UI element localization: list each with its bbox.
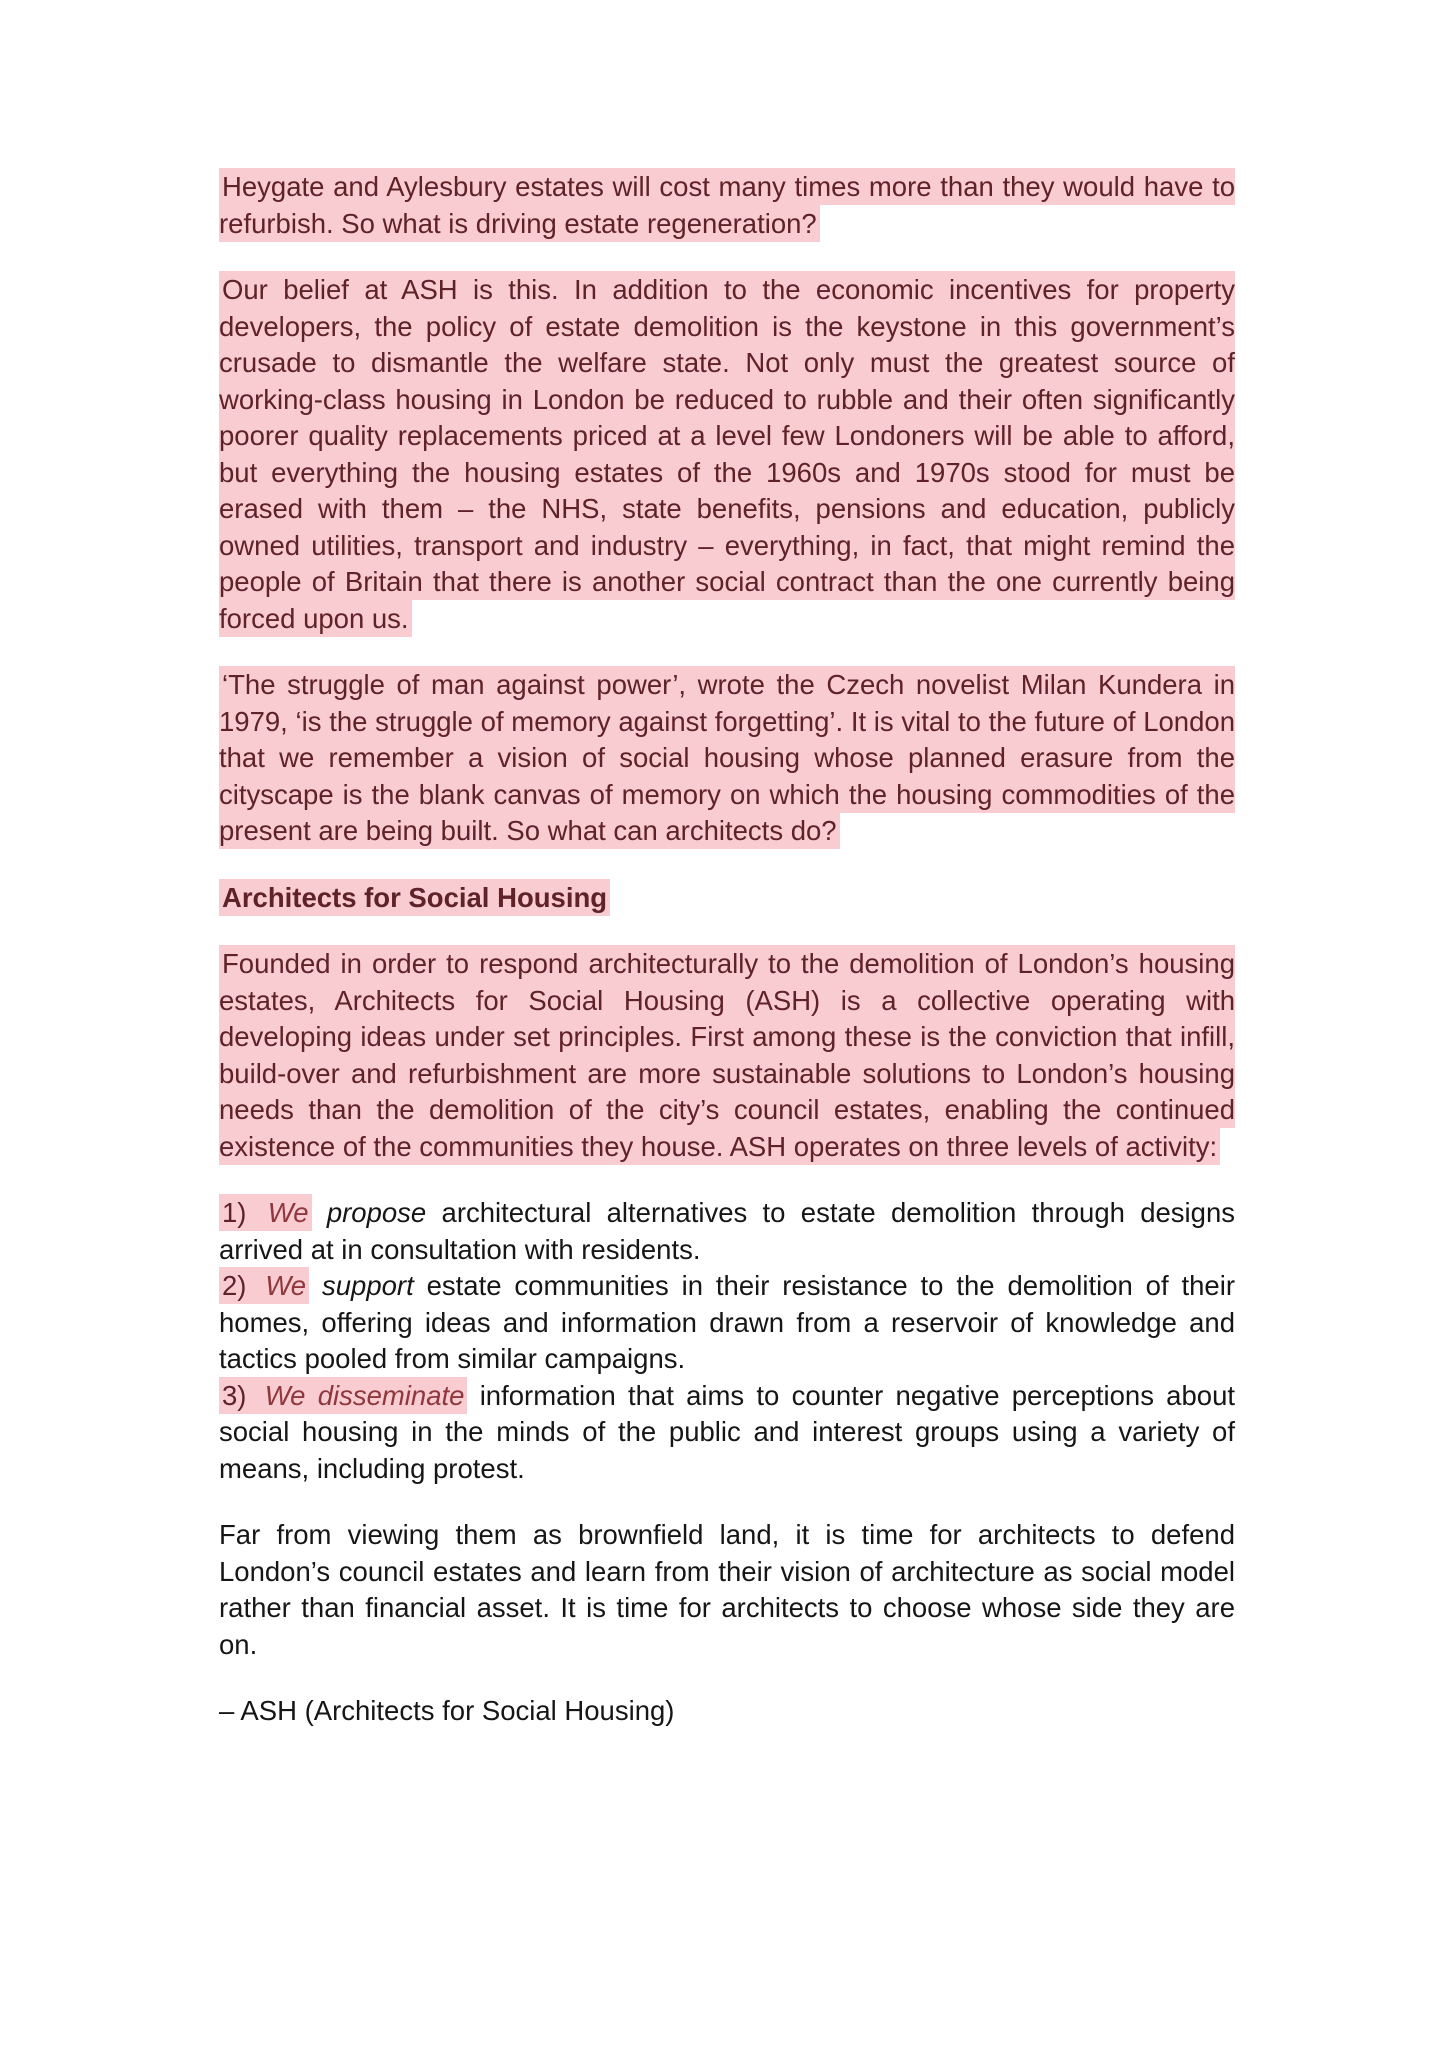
- section-heading-highlighted-text: Architects for Social Housing: [219, 879, 610, 916]
- activity-item-support-text: estate communities in their resistance to the demolition of their homes, offering ideas and information drawn from a reservoir of knowledge and tactics pooled from similar campaigns.: [219, 1270, 1235, 1374]
- activity-item-disseminate-highlighted-text: We disseminate: [262, 1377, 468, 1414]
- activity-item-propose-highlighted-text: 1): [219, 1194, 265, 1231]
- activity-item-disseminate-highlighted-text: 3): [219, 1377, 262, 1414]
- intro-paragraph: [219, 169, 1235, 242]
- closing-paragraph-text: Far from viewing them as brownfield land, it is time for architects to defend London’s council estates and learn from their vision of architecture as social model rather than financial asset. It is time for architects to choose whose side they are on.: [219, 1519, 1235, 1660]
- section-heading: [219, 880, 1235, 917]
- activity-item-support: [219, 1268, 1235, 1378]
- belief-paragraph: [219, 272, 1235, 637]
- attribution-line: [219, 1693, 1235, 1730]
- activity-item-support-highlighted-text: We: [262, 1267, 309, 1304]
- activity-item-support-highlighted-text: 2): [219, 1267, 262, 1304]
- activity-item-disseminate-text: information that aims to counter negative perceptions about social housing in the minds of the public and interest groups using a variety of means, including protest.: [219, 1379, 1236, 1484]
- activity-item-disseminate: [219, 1378, 1235, 1488]
- activity-item-propose-text: architectural alternatives to estate demolition through designs arrived at in consultation with residents.: [219, 1197, 1235, 1265]
- kundera-paragraph: [219, 667, 1235, 850]
- belief-paragraph-highlighted-text: Our belief at ASH is this. In addition to the economic incentives for property developers, the policy of estate demolition is the keystone in this government’s crusade to dismantle the welfare state. Not only must the greatest source of working-class housing in London be reduced to rubble and their often significantly poorer quality replacements priced at a level few Londoners will be able to afford, but everything the housing estates of the 1960s and 1970s stood for must be erased with them – the NHS, state benefits, pensions and education, publicly owned utilities, transport and industry – everything, in fact, that might remind the people of Britain that there is another social contract than the one currently being forced upon us.: [219, 271, 1235, 637]
- activity-item-propose-text: propose: [311, 1197, 427, 1228]
- kundera-paragraph-highlighted-text: ‘The struggle of man against power’, wrote the Czech novelist Milan Kundera in 1979, ‘is the struggle of memory against forgetting’. It is vital to the future of London that we remember a vision of social housing whose planned erasure from the cityscape is the blank canvas of memory on which the housing commodities of the present are being built. So what can architects do?: [219, 666, 1235, 849]
- attribution-line-text: – ASH (Architects for Social Housing): [219, 1695, 675, 1726]
- founded-paragraph: [219, 946, 1235, 1165]
- closing-paragraph: [219, 1517, 1235, 1663]
- activity-item-propose-highlighted-text: We: [265, 1194, 312, 1231]
- intro-paragraph-highlighted-text: Heygate and Aylesbury estates will cost many times more than they would have to refurbish. So what is driving estate regeneration?: [219, 168, 1235, 242]
- document-body: [219, 169, 1235, 1760]
- activity-item-propose: [219, 1195, 1235, 1268]
- founded-paragraph-highlighted-text: Founded in order to respond architecturally to the demolition of London’s housing estates, Architects for Social Housing (ASH) is a collective operating with developing ideas under set principles. First among these is the conviction that infill, build-over and refurbishment are more sustainable solutions to London’s housing needs than the demolition of the city’s council estates, enabling the continued existence of the communities they house. ASH operates on three levels of activity:: [219, 945, 1235, 1165]
- activity-item-support-text: support: [309, 1270, 414, 1301]
